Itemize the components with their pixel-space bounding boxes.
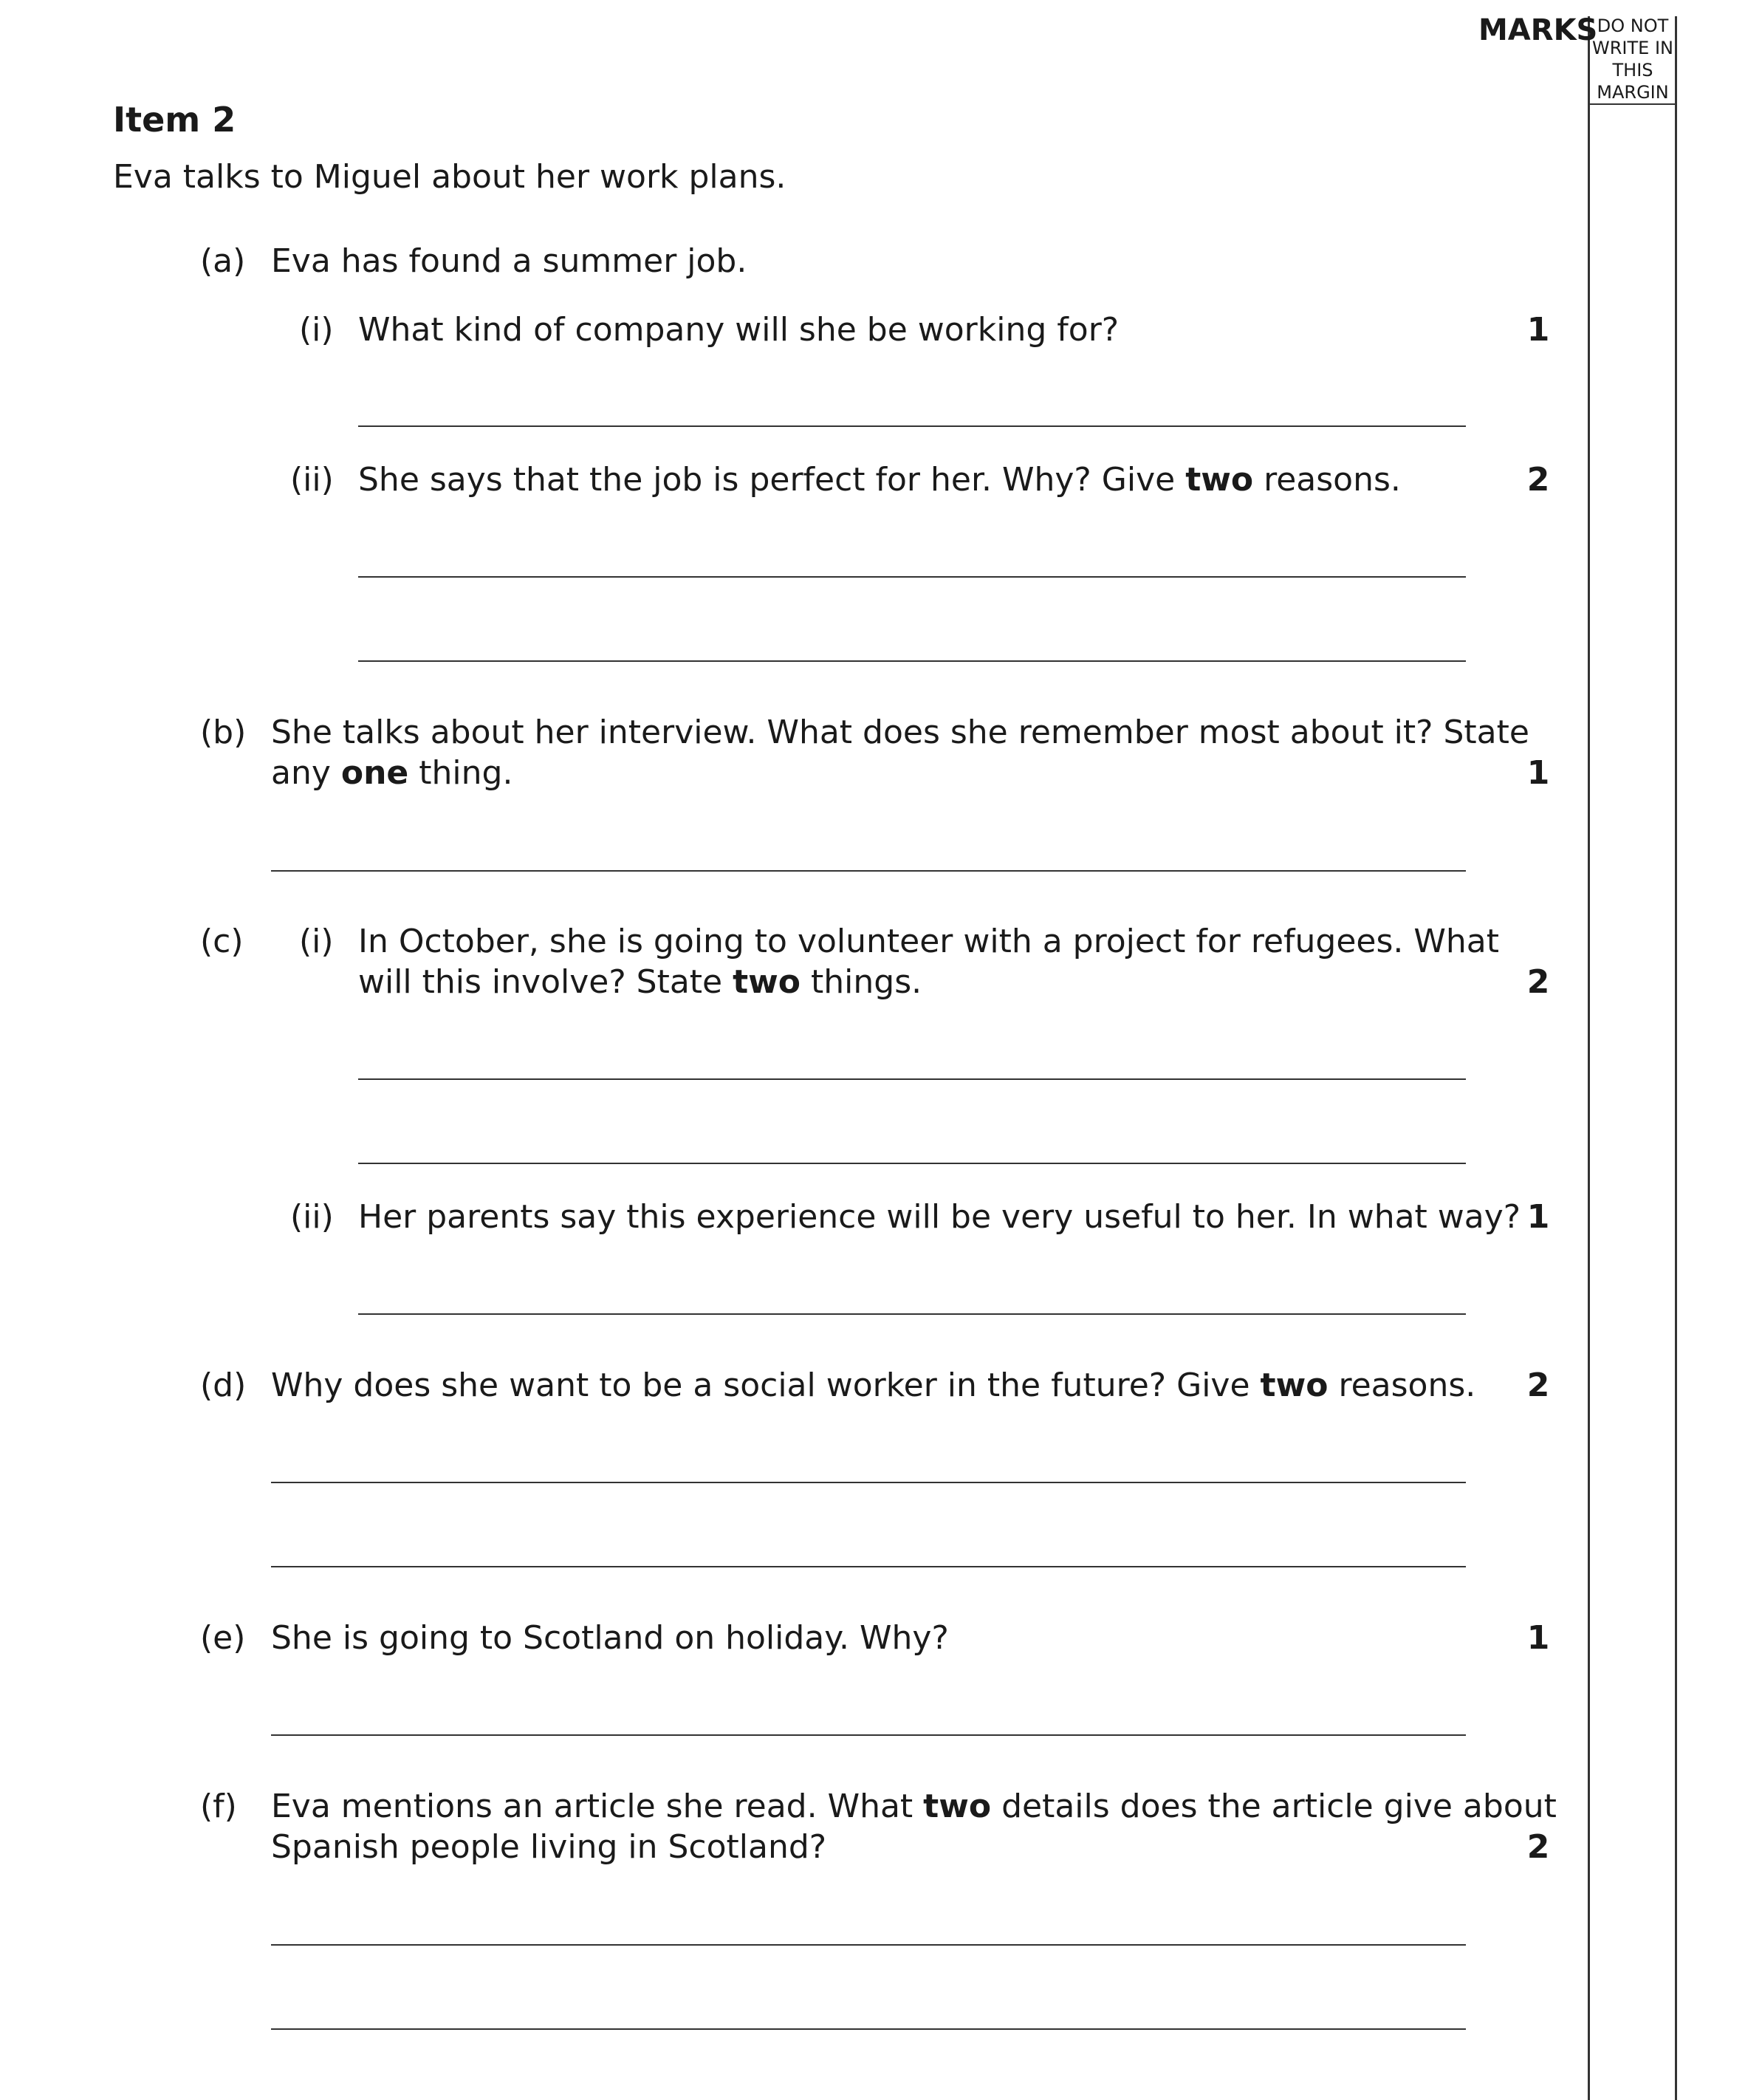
text-span: details does the article give about — [991, 1788, 1557, 1825]
question-f-line1 — [271, 1786, 1557, 1827]
question-c-ii-marks: 1 — [1526, 1198, 1550, 1236]
question-a-ii-label: (ii) — [290, 461, 334, 499]
question-e-text: She is going to Scotland on holiday. Why? — [271, 1619, 949, 1657]
margin-note-line: MARGIN — [1597, 82, 1669, 103]
text-span: reasons. — [1328, 1367, 1476, 1404]
question-c-i-label: (i) — [299, 923, 334, 960]
question-d-label: (d) — [200, 1367, 247, 1404]
answer-line[interactable] — [271, 1482, 1466, 1483]
text-span: Why does she want to be a social worker in the future? Give — [271, 1367, 1261, 1404]
text-span: things. — [801, 963, 922, 1001]
question-c-i-line1: In October, she is going to volunteer with a project for refugees. What — [358, 923, 1499, 960]
answer-line[interactable] — [358, 1163, 1466, 1164]
question-a-i-marks: 1 — [1526, 311, 1550, 349]
question-a-ii-text — [358, 459, 1401, 501]
question-c-label: (c) — [200, 923, 244, 960]
question-c-i-line2 — [358, 962, 922, 1003]
margin-note — [1589, 15, 1676, 103]
text-span: any — [271, 754, 341, 792]
emphasis: one — [340, 754, 409, 792]
marks-header: MARKS — [1478, 13, 1598, 47]
question-c-i-marks: 2 — [1526, 963, 1550, 1001]
emphasis: two — [733, 963, 801, 1001]
emphasis: two — [1185, 461, 1254, 499]
margin-note-line: THIS — [1612, 60, 1653, 81]
question-f-label: (f) — [200, 1788, 237, 1825]
item-intro: Eva talks to Miguel about her work plans. — [113, 158, 786, 196]
question-a-stem: Eva has found a summer job. — [271, 242, 747, 280]
question-a-ii-marks: 2 — [1526, 461, 1550, 499]
text-span: thing. — [408, 754, 513, 792]
question-a-i-text: What kind of company will she be working for? — [358, 311, 1120, 349]
question-b-line1: She talks about her interview. What does she remember most about it? State — [271, 714, 1529, 751]
answer-line[interactable] — [271, 870, 1466, 872]
question-c-ii-text: Her parents say this experience will be very useful to her. In what way? — [358, 1198, 1521, 1236]
question-f-line2: Spanish people living in Scotland? — [271, 1828, 827, 1866]
answer-line[interactable] — [358, 425, 1466, 427]
answer-line[interactable] — [358, 1313, 1466, 1315]
margin-note-line: WRITE IN — [1592, 38, 1673, 58]
margin-header-divider — [1588, 103, 1676, 105]
question-b-marks: 1 — [1526, 754, 1550, 792]
question-c-ii-label: (ii) — [290, 1198, 334, 1236]
margin-left-border — [1588, 16, 1590, 2100]
question-b-label: (b) — [200, 714, 247, 751]
answer-line[interactable] — [271, 2028, 1466, 2030]
question-a-i-label: (i) — [299, 311, 334, 349]
emphasis: two — [923, 1788, 992, 1825]
question-d-marks: 2 — [1526, 1367, 1550, 1404]
question-f-marks: 2 — [1526, 1828, 1550, 1866]
text-span: Eva mentions an article she read. What — [271, 1788, 924, 1825]
question-b-line2 — [271, 753, 513, 794]
emphasis: two — [1260, 1367, 1329, 1404]
text-span: reasons. — [1253, 461, 1401, 499]
question-a-label: (a) — [200, 242, 246, 280]
answer-line[interactable] — [271, 1566, 1466, 1567]
item-title: Item 2 — [113, 100, 236, 140]
answer-line[interactable] — [271, 1734, 1466, 1736]
answer-line[interactable] — [358, 660, 1466, 662]
question-d-text — [271, 1365, 1475, 1406]
text-span: She says that the job is perfect for her. Why? Give — [358, 461, 1186, 499]
margin-note-line: DO NOT — [1597, 16, 1669, 36]
margin-right-border — [1675, 16, 1677, 2100]
question-e-marks: 1 — [1526, 1619, 1550, 1657]
answer-line[interactable] — [358, 1078, 1466, 1080]
question-e-label: (e) — [200, 1619, 246, 1657]
answer-line[interactable] — [358, 576, 1466, 578]
answer-line[interactable] — [271, 1944, 1466, 1946]
text-span: will this involve? State — [358, 963, 733, 1001]
